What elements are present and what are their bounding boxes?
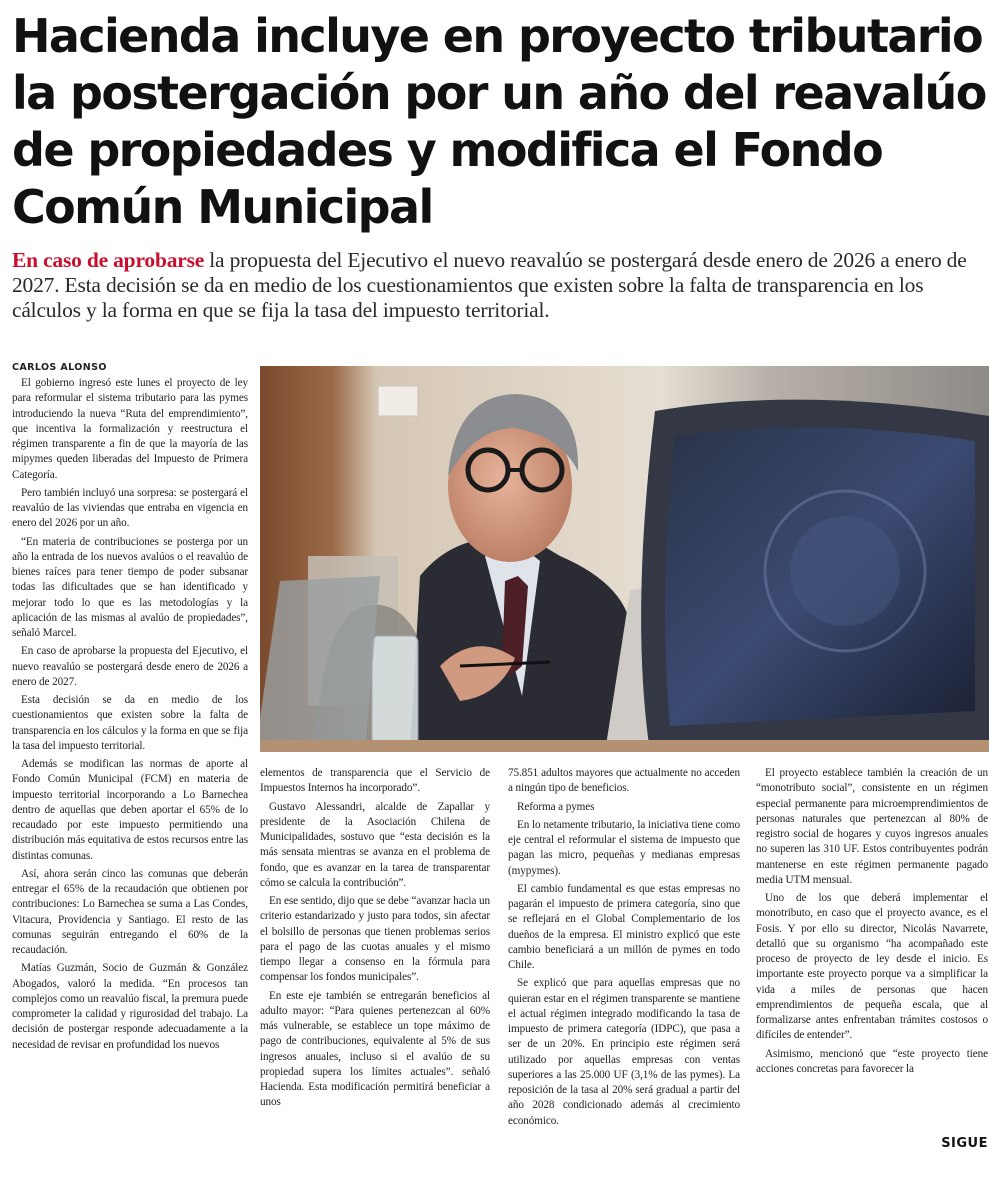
paragraph: El gobierno ingresó este lunes el proyecto de ley para reformular el sistema tributario para las pymes introduciendo la nueva “Ruta del emprendimiento”, que incentiva la formalización y reestructura el régimen transparente a fin de que la mayoría de las mipymes queden liberadas del Impuesto de Primera Categoría.	[12, 377, 248, 481]
paragraph: Así, ahora serán cinco las comunas que deberán entregar el 65% de la recaudación que obtienen por contribuciones: Lo Barnechea se suma a Las Condes, Vitacura, Providencia y Santiago. El resto de las comunas seguirán entregando el 60% de la recaudación.	[12, 867, 248, 956]
body-column-1	[12, 376, 248, 1056]
paragraph: Gustavo Alessandri, alcalde de Zapallar y presidente de la Asociación Chilena de Municipalidades, sostuvo que “esta decisión es la más sensata mientras se avanza en el problema de fondo, que es avanzar en la tarea de transparentar cómo se calcula la contribución”.	[260, 800, 490, 889]
article-photo	[260, 366, 989, 752]
paragraph: Matías Guzmán, Socio de Guzmán & González Abogados, valoró la medida. “En procesos tan complejos como un reavalúo fiscal, la premura puede comprometer la calidad y rigurosidad del trabajo. La decisión de postergar responde adecuadamente a la necesidad de revisar en profundidad los nuevos	[12, 962, 248, 1051]
paragraph: Además se modifican las normas de aporte al Fondo Común Municipal (FCM) en materia de impuesto territorial incorporando a Lo Barnechea dentro de aquellas que deben aportar el 65% de lo recaudado por este impuesto permitiendo una distribución más equitativa de estos recursos entre las distintas comunas.	[12, 758, 248, 862]
paragraph: elementos de transparencia que el Servicio de Impuestos Internos ha incorporado”.	[260, 767, 490, 795]
lead-kicker: En caso de aprobarse	[12, 248, 205, 272]
photo-illustration	[260, 366, 989, 752]
headline	[12, 8, 988, 236]
paragraph: Se explicó que para aquellas empresas que no quieran estar en el régimen transparente se mantiene el actual régimen integrado modificando la tasa de impuesto de primera categoría (IDPC), que pasa a ser de un 20%. En principio este régimen será utilizado por aquellas empresas con ventas superiores a las 25.000 UF (3,1% de las pymes). La reposición de la tasa al 20% será gradual a partir del año 2028 condicionado además al crecimiento económico.	[508, 977, 740, 1127]
lead-text: la propuesta del Ejecutivo el nuevo reavalúo se postergará desde enero de 2026 a enero de 2027. Esta decisión se da en medio de los cuestionamientos que existen sobre la falta de transparencia en los cálculos y la forma en que se fija la tasa del impuesto territorial.	[12, 248, 967, 322]
paragraph: Esta decisión se da en medio de los cuestionamientos que existen sobre la falta de transparencia en los cálculos y la forma en que se fija la tasa del impuesto territorial.	[12, 694, 248, 752]
body-column-4	[756, 766, 988, 1080]
paragraph: En caso de aprobarse la propuesta del Ejecutivo, el nuevo reavalúo se postergará desde enero de 2026 a enero de 2027.	[12, 645, 248, 688]
paragraph: Pero también incluyó una sorpresa: se postergará el reavalúo de las viviendas que entraba en vigencia en enero del 2026 por un año.	[12, 486, 248, 530]
continue-label: SIGUE	[941, 1136, 988, 1151]
paragraph: Uno de los que deberá implementar el monotributo, en caso que el proyecto avance, es el Fosis. Y por ello su director, Nicolás Navarrete, detalló que su organismo “ha acompañado este proceso de proyecto de ley desde el inicio. Es importante este proyecto porque va a simplificar la vida a miles de personas que hacen emprendimientos de pequeña escala, que al formalizarse antes enfrentaban trámites costosos o difíciles de entender”.	[756, 892, 988, 1042]
paragraph: El proyecto establece también la creación de un “monotributo social”, consistente en un régimen especial permanente para microemprendimientos de personas naturales que pertenezcan al 80% de registro social de hogares y cuyos ingresos anuales no superen las 310 UF. Estos contribuyentes podrán mantenerse en este régimen permanente pagado media UTM mensual.	[756, 767, 988, 886]
body-column-2	[260, 766, 490, 1114]
headline-line-2: la postergación por un año del reavalúo	[12, 66, 986, 120]
headline-line-1: Hacienda incluye en proyecto tributario	[12, 9, 983, 63]
paragraph: Asimismo, mencionó que “este proyecto tiene acciones concretas para favorecer la	[756, 1047, 988, 1075]
headline-line-3: de propiedades y modifica el Fondo	[12, 123, 883, 177]
lead-paragraph	[12, 248, 988, 323]
paragraph: En ese sentido, dijo que se debe “avanzar hacia un criterio estandarizado y justo para todos, sin afectar el bolsillo de personas que tienen problemas serios para el pago de las cuotas anuales y el mismo tiempo llegar a consenso en la fórmula para compensar los fondos municipales”.	[260, 895, 490, 984]
paragraph: El cambio fundamental es que estas empresas no pagarán el impuesto de primera categoría, sino que se reflejará en el Global Complementario de los dueños de la empresa. El ministro explicó que este cambio beneficiará a un millón de pymes en todo Chile.	[508, 882, 740, 971]
body-column-3	[508, 766, 740, 1132]
headline-line-4: Común Municipal	[12, 180, 433, 234]
paragraph: 75.851 adultos mayores que actualmente no acceden a ningún tipo de beneficios.	[508, 767, 740, 795]
subheading: Reforma a pymes	[517, 800, 595, 813]
paragraph: “En materia de contribuciones se posterga por un año la entrada de los nuevos avalúos o el reavalúo de bienes raíces para tener tiempo de poder subsanar todas las dificultades que se han identificado y mejorar todo lo que es las metodologías y la aplicación de las mismas al avalúo de propiedades”, señaló Marcel.	[12, 535, 248, 639]
byline: CARLOS ALONSO	[12, 362, 107, 373]
paragraph: En lo netamente tributario, la iniciativa tiene como eje central el reformular el sistema de impuesto que pagan las micro, pequeñas y medianas empresas (mypymes).	[508, 818, 740, 877]
paragraph: En este eje también se entregarán beneficios al adulto mayor: “Para quienes pertenezcan al 60% más vulnerable, se establece un tope máximo de pago de contribuciones, equivalente al 5% de sus ingresos anuales, incluso si el avalúo de su propiedad supera los límites actuales”. señaló Hacienda. Esta modificación permitirá beneficiar a unos	[260, 989, 490, 1109]
